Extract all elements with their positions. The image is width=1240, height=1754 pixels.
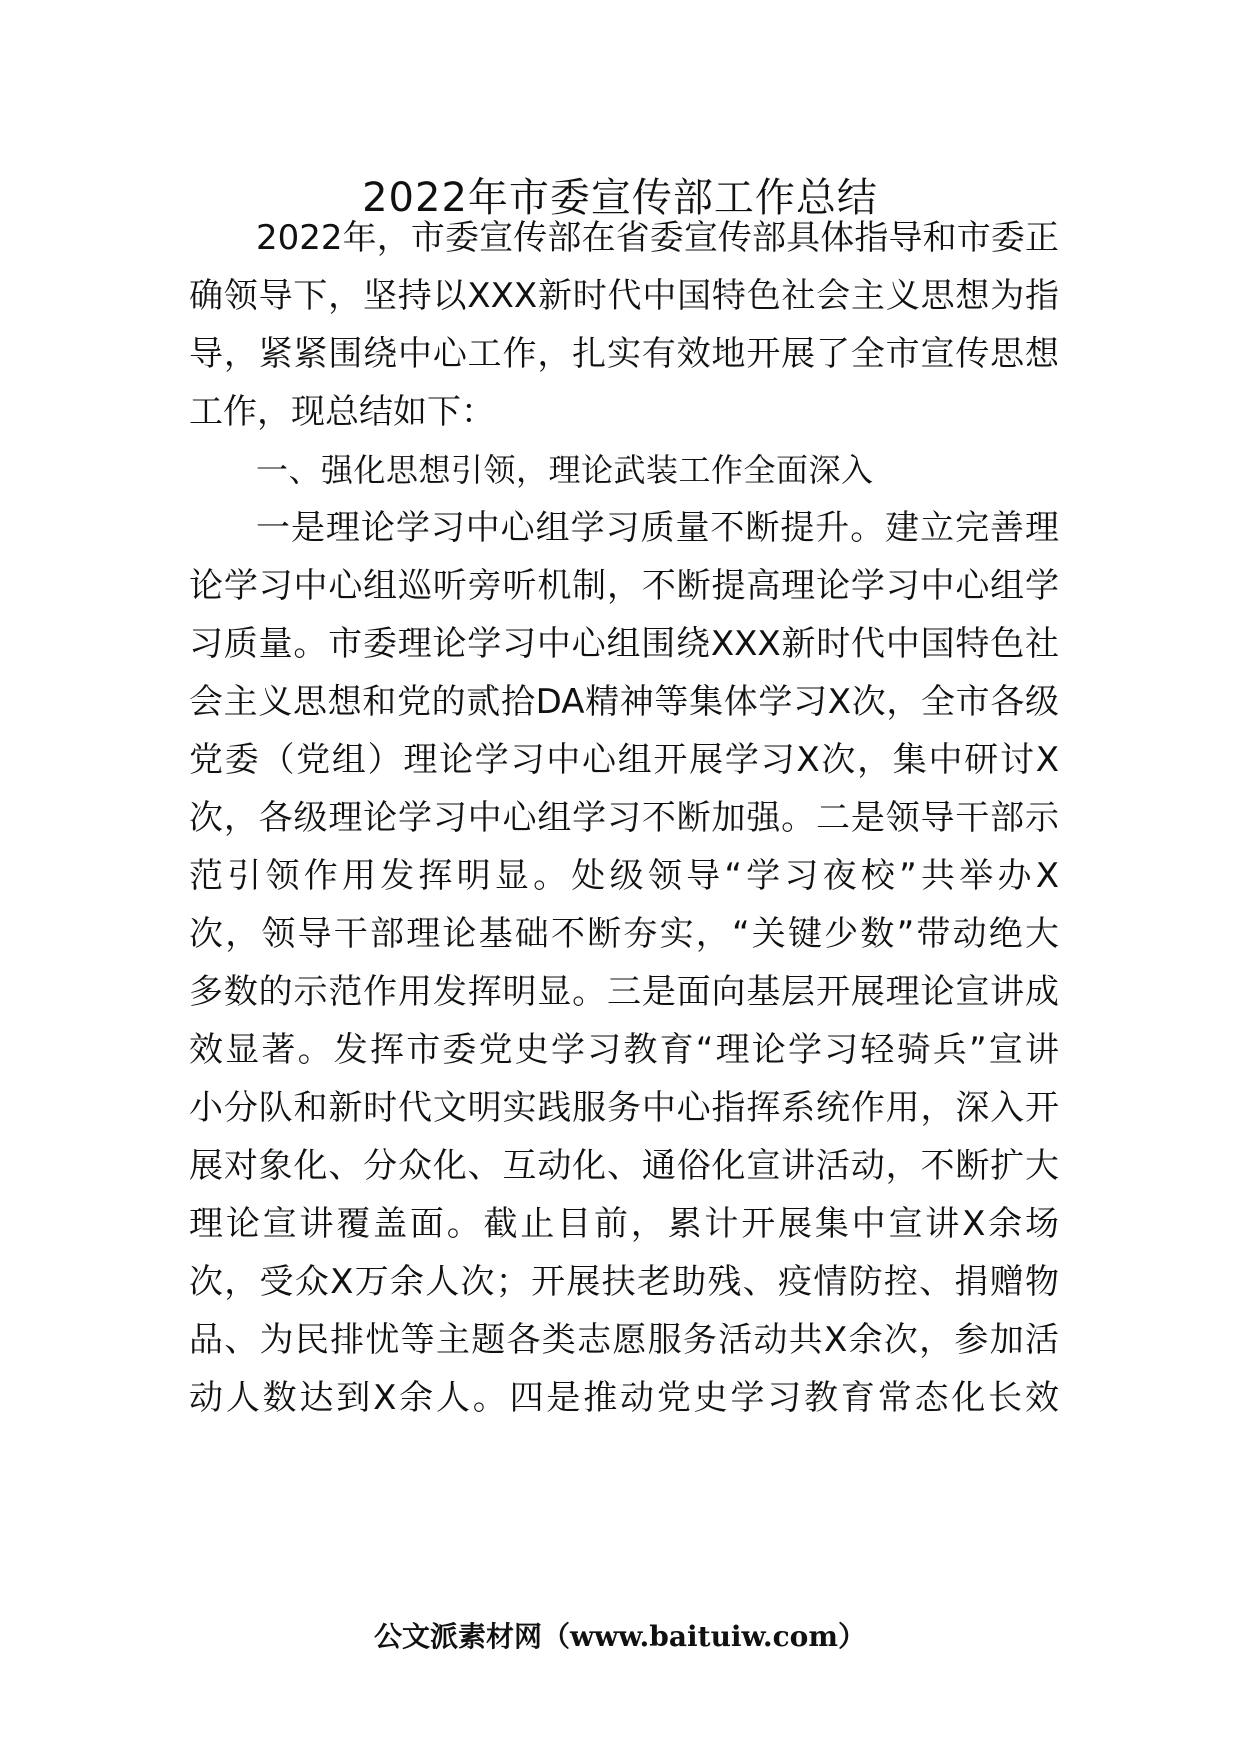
body-line-6: 次，各级理论学习中心组学习不断加强。二是领导干部示: [189, 798, 1059, 838]
source-watermark: 公文派素材网（www.baituiw.com）: [374, 1620, 866, 1653]
body-line-1: 一是理论学习中心组学习质量不断提升。建立完善理: [256, 508, 1059, 548]
body-line-13: 理论宣讲覆盖面。截止目前，累计开展集中宣讲X余场: [189, 1204, 1059, 1244]
intro-line-3: 导，紧紧围绕中心工作，扎实有效地开展了全市宣传思想: [189, 334, 1059, 374]
body-line-10: 效显著。发挥市委党史学习教育“理论学习轻骑兵”宣讲: [189, 1030, 1059, 1070]
body-line-16: 动人数达到X余人。四是推动党史学习教育常态化长效: [189, 1378, 1059, 1418]
body-line-11: 小分队和新时代文明实践服务中心指挥系统作用，深入开: [189, 1088, 1059, 1128]
body-line-5: 党委（党组）理论学习中心组开展学习X次，集中研讨X: [189, 740, 1059, 780]
body-line-8: 次，领导干部理论基础不断夯实，“关键少数”带动绝大: [189, 914, 1059, 954]
body-line-12: 展对象化、分众化、互动化、通俗化宣讲活动，不断扩大: [189, 1146, 1059, 1186]
body-line-14: 次，受众X万余人次；开展扶老助残、疫情防控、捐赠物: [189, 1262, 1059, 1302]
body-line-2: 论学习中心组巡听旁听机制，不断提高理论学习中心组学: [189, 566, 1059, 606]
intro-line-1: 2022年，市委宣传部在省委宣传部具体指导和市委正: [256, 218, 1059, 258]
body-line-4: 会主义思想和党的贰拾DA精神等集体学习X次，全市各级: [189, 682, 1059, 722]
body-line-9: 多数的示范作用发挥明显。三是面向基层开展理论宣讲成: [189, 972, 1059, 1012]
body-line-15: 品、为民排忧等主题各类志愿服务活动共X余次，参加活: [189, 1320, 1059, 1360]
intro-line-2: 确领导下，坚持以XXX新时代中国特色社会主义思想为指: [189, 276, 1059, 316]
body-line-7: 范引领作用发挥明显。处级领导“学习夜校”共举办X: [189, 856, 1059, 896]
document-title: 2022年市委宣传部工作总结: [362, 175, 878, 221]
intro-line-4: 工作，现总结如下：: [189, 392, 495, 432]
section-heading: 一、强化思想引领，理论武装工作全面深入: [256, 451, 874, 489]
body-line-3: 习质量。市委理论学习中心组围绕XXX新时代中国特色社: [189, 624, 1059, 664]
